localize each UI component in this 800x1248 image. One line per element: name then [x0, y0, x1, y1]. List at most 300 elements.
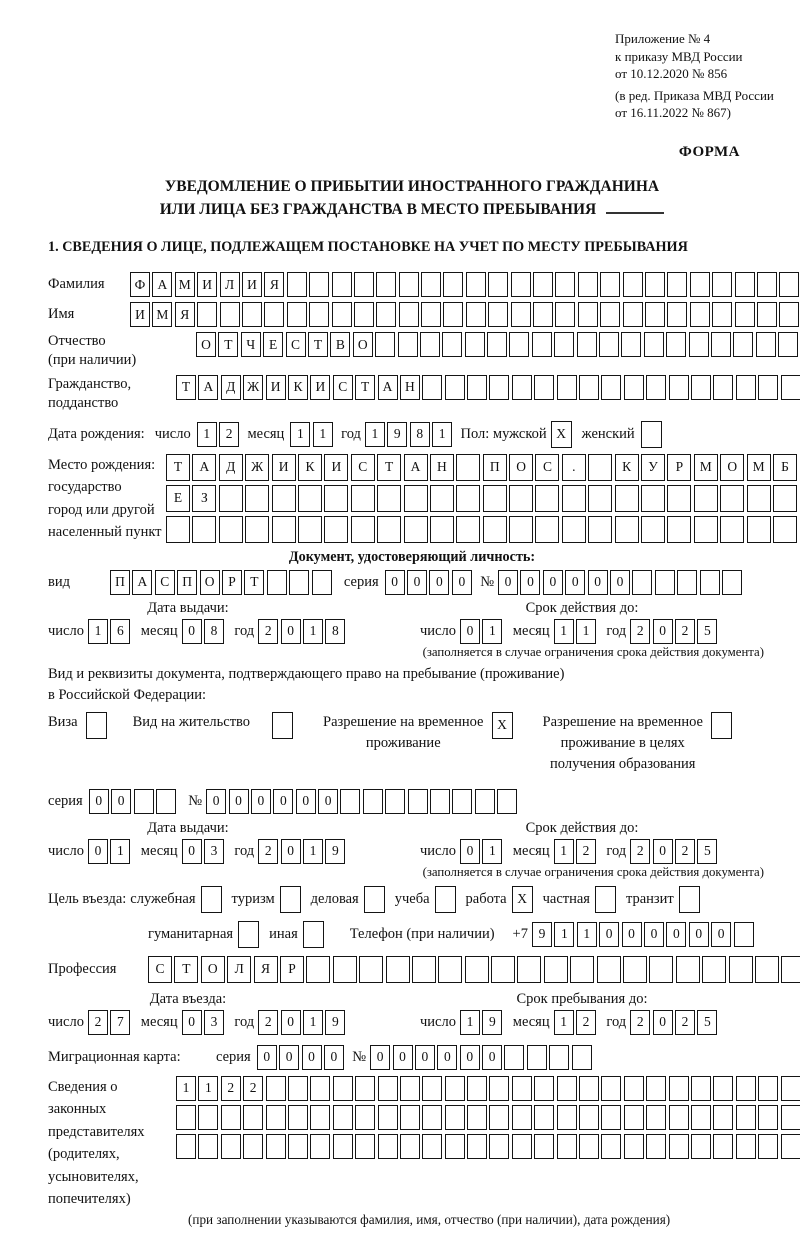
- char-cell[interactable]: [756, 332, 776, 357]
- char-cell[interactable]: 0: [653, 1010, 673, 1035]
- char-cell[interactable]: [422, 375, 442, 400]
- char-cell[interactable]: [667, 516, 691, 543]
- char-cell[interactable]: [579, 1076, 599, 1101]
- char-cell[interactable]: Р: [667, 454, 691, 481]
- char-cell[interactable]: [198, 1134, 218, 1159]
- char-cell[interactable]: 0: [520, 570, 540, 595]
- char-cell[interactable]: [354, 302, 374, 327]
- char-cell[interactable]: [378, 1105, 398, 1130]
- char-cell[interactable]: [266, 1134, 286, 1159]
- char-cell[interactable]: Я: [254, 956, 278, 983]
- char-cell[interactable]: [599, 332, 619, 357]
- char-cell[interactable]: Т: [166, 454, 190, 481]
- char-cell[interactable]: [456, 516, 480, 543]
- char-cell[interactable]: [309, 302, 329, 327]
- char-cell[interactable]: [422, 1076, 442, 1101]
- purpose-tourism-option[interactable]: [232, 886, 301, 913]
- char-cell[interactable]: [489, 1134, 509, 1159]
- char-cell[interactable]: [555, 272, 575, 297]
- char-cell[interactable]: [351, 485, 375, 512]
- char-cell[interactable]: Е: [263, 332, 283, 357]
- char-cell[interactable]: [736, 1105, 756, 1130]
- char-cell[interactable]: 0: [460, 619, 480, 644]
- char-cell[interactable]: [333, 956, 357, 983]
- char-cell[interactable]: 2: [630, 1010, 650, 1035]
- char-cell[interactable]: 1: [460, 1010, 480, 1035]
- char-cell[interactable]: [465, 956, 489, 983]
- char-cell[interactable]: [758, 1076, 778, 1101]
- char-cell[interactable]: Т: [218, 332, 238, 357]
- char-cell[interactable]: [333, 1105, 353, 1130]
- char-cell[interactable]: [512, 1076, 532, 1101]
- char-cell[interactable]: [489, 1105, 509, 1130]
- char-cell[interactable]: Р: [280, 956, 304, 983]
- char-cell[interactable]: [238, 921, 259, 948]
- char-cell[interactable]: [623, 272, 643, 297]
- char-cell[interactable]: 0: [599, 922, 619, 947]
- char-cell[interactable]: [535, 516, 559, 543]
- char-cell[interactable]: [781, 1076, 800, 1101]
- char-cell[interactable]: [623, 956, 647, 983]
- char-cell[interactable]: [779, 272, 799, 297]
- char-cell[interactable]: [711, 332, 731, 357]
- char-cell[interactable]: [509, 516, 533, 543]
- char-cell[interactable]: [512, 1134, 532, 1159]
- char-cell[interactable]: [624, 1134, 644, 1159]
- char-cell[interactable]: 3: [204, 1010, 224, 1035]
- char-cell[interactable]: 1: [554, 619, 574, 644]
- char-cell[interactable]: [422, 1105, 442, 1130]
- char-cell[interactable]: 0: [296, 789, 316, 814]
- char-cell[interactable]: [579, 375, 599, 400]
- char-cell[interactable]: [557, 1076, 577, 1101]
- char-cell[interactable]: [512, 1105, 532, 1130]
- char-cell[interactable]: [340, 789, 360, 814]
- char-cell[interactable]: [641, 485, 665, 512]
- char-cell[interactable]: [243, 1134, 263, 1159]
- char-cell[interactable]: [713, 1076, 733, 1101]
- char-cell[interactable]: [691, 1134, 711, 1159]
- char-cell[interactable]: [267, 570, 287, 595]
- char-cell[interactable]: [456, 485, 480, 512]
- char-cell[interactable]: 0: [407, 570, 427, 595]
- char-cell[interactable]: [588, 516, 612, 543]
- char-cell[interactable]: [600, 272, 620, 297]
- char-cell[interactable]: [197, 302, 217, 327]
- char-cell[interactable]: 0: [89, 789, 109, 814]
- char-cell[interactable]: [489, 375, 509, 400]
- char-cell[interactable]: 0: [324, 1045, 344, 1070]
- char-cell[interactable]: А: [378, 375, 398, 400]
- char-cell[interactable]: Т: [355, 375, 375, 400]
- char-cell[interactable]: О: [196, 332, 216, 357]
- char-cell[interactable]: 9: [325, 839, 345, 864]
- char-cell[interactable]: [377, 516, 401, 543]
- char-cell[interactable]: [532, 332, 552, 357]
- char-cell[interactable]: М: [747, 454, 771, 481]
- char-cell[interactable]: 0: [206, 789, 226, 814]
- char-cell[interactable]: Т: [377, 454, 401, 481]
- char-cell[interactable]: [467, 1076, 487, 1101]
- char-cell[interactable]: 0: [318, 789, 338, 814]
- char-cell[interactable]: [504, 1045, 524, 1070]
- char-cell[interactable]: 0: [460, 1045, 480, 1070]
- char-cell[interactable]: [755, 956, 779, 983]
- char-cell[interactable]: [758, 375, 778, 400]
- char-cell[interactable]: [544, 956, 568, 983]
- char-cell[interactable]: [355, 1134, 375, 1159]
- char-cell[interactable]: [736, 1076, 756, 1101]
- char-cell[interactable]: [466, 302, 486, 327]
- char-cell[interactable]: [601, 1105, 621, 1130]
- char-cell[interactable]: [306, 956, 330, 983]
- char-cell[interactable]: 0: [711, 922, 731, 947]
- other-checkbox[interactable]: [303, 921, 324, 948]
- char-cell[interactable]: [781, 1105, 800, 1130]
- char-cell[interactable]: [700, 570, 720, 595]
- char-cell[interactable]: [554, 332, 574, 357]
- char-cell[interactable]: [324, 485, 348, 512]
- char-cell[interactable]: [588, 485, 612, 512]
- char-cell[interactable]: [280, 886, 301, 913]
- char-cell[interactable]: 0: [565, 570, 585, 595]
- char-cell[interactable]: [691, 1105, 711, 1130]
- char-cell[interactable]: 1: [432, 422, 452, 447]
- char-cell[interactable]: [355, 1105, 375, 1130]
- char-cell[interactable]: [404, 516, 428, 543]
- char-cell[interactable]: [781, 956, 800, 983]
- char-cell[interactable]: 2: [221, 1076, 241, 1101]
- char-cell[interactable]: [667, 302, 687, 327]
- char-cell[interactable]: Д: [219, 454, 243, 481]
- char-cell[interactable]: [310, 1076, 330, 1101]
- char-cell[interactable]: 0: [281, 1010, 301, 1035]
- char-cell[interactable]: [445, 375, 465, 400]
- char-cell[interactable]: [220, 302, 240, 327]
- char-cell[interactable]: [156, 789, 176, 814]
- char-cell[interactable]: 2: [576, 839, 596, 864]
- char-cell[interactable]: [288, 1076, 308, 1101]
- char-cell[interactable]: П: [483, 454, 507, 481]
- char-cell[interactable]: 0: [689, 922, 709, 947]
- char-cell[interactable]: [621, 332, 641, 357]
- char-cell[interactable]: [400, 1076, 420, 1101]
- transit-checkbox[interactable]: [679, 886, 700, 913]
- char-cell[interactable]: 1: [303, 1010, 323, 1035]
- temp-residence-option[interactable]: [323, 712, 512, 754]
- char-cell[interactable]: [509, 332, 529, 357]
- sex-female-checkbox[interactable]: [641, 421, 662, 448]
- char-cell[interactable]: 0: [229, 789, 249, 814]
- char-cell[interactable]: [398, 332, 418, 357]
- char-cell[interactable]: М: [694, 454, 718, 481]
- char-cell[interactable]: 9: [482, 1010, 502, 1035]
- char-cell[interactable]: 1: [482, 619, 502, 644]
- char-cell[interactable]: 1: [576, 619, 596, 644]
- char-cell[interactable]: [201, 886, 222, 913]
- work-checkbox[interactable]: [512, 886, 533, 913]
- char-cell[interactable]: [579, 1134, 599, 1159]
- char-cell[interactable]: [601, 1076, 621, 1101]
- char-cell[interactable]: [445, 1105, 465, 1130]
- char-cell[interactable]: [747, 485, 771, 512]
- char-cell[interactable]: Ф: [130, 272, 150, 297]
- char-cell[interactable]: [435, 886, 456, 913]
- char-cell[interactable]: [445, 1134, 465, 1159]
- char-cell[interactable]: [646, 1134, 666, 1159]
- char-cell[interactable]: 0: [182, 619, 202, 644]
- char-cell[interactable]: Ч: [241, 332, 261, 357]
- char-cell[interactable]: 2: [219, 422, 239, 447]
- char-cell[interactable]: [332, 302, 352, 327]
- char-cell[interactable]: Я: [175, 302, 195, 327]
- char-cell[interactable]: [310, 1105, 330, 1130]
- char-cell[interactable]: 0: [498, 570, 518, 595]
- char-cell[interactable]: И: [197, 272, 217, 297]
- char-cell[interactable]: [465, 332, 485, 357]
- char-cell[interactable]: [773, 516, 797, 543]
- char-cell[interactable]: [736, 375, 756, 400]
- visa-option[interactable]: [48, 712, 107, 739]
- char-cell[interactable]: [645, 272, 665, 297]
- char-cell[interactable]: Т: [244, 570, 264, 595]
- char-cell[interactable]: 0: [415, 1045, 435, 1070]
- char-cell[interactable]: [734, 922, 754, 947]
- char-cell[interactable]: [176, 1105, 196, 1130]
- char-cell[interactable]: [691, 1076, 711, 1101]
- char-cell[interactable]: К: [298, 454, 322, 481]
- purpose-transit-option[interactable]: [626, 886, 700, 913]
- char-cell[interactable]: 0: [111, 789, 131, 814]
- char-cell[interactable]: [272, 712, 293, 739]
- char-cell[interactable]: [375, 332, 395, 357]
- char-cell[interactable]: С: [535, 454, 559, 481]
- char-cell[interactable]: М: [152, 302, 172, 327]
- char-cell[interactable]: [404, 485, 428, 512]
- char-cell[interactable]: [677, 570, 697, 595]
- char-cell[interactable]: [243, 1105, 263, 1130]
- char-cell[interactable]: В: [330, 332, 350, 357]
- char-cell[interactable]: [720, 516, 744, 543]
- char-cell[interactable]: 2: [630, 619, 650, 644]
- char-cell[interactable]: [219, 516, 243, 543]
- char-cell[interactable]: [600, 302, 620, 327]
- char-cell[interactable]: 1: [88, 619, 108, 644]
- char-cell[interactable]: 8: [410, 422, 430, 447]
- char-cell[interactable]: 9: [387, 422, 407, 447]
- char-cell[interactable]: [430, 789, 450, 814]
- char-cell[interactable]: С: [148, 956, 172, 983]
- char-cell[interactable]: [333, 1076, 353, 1101]
- char-cell[interactable]: 0: [610, 570, 630, 595]
- char-cell[interactable]: X: [512, 886, 533, 913]
- char-cell[interactable]: 1: [554, 839, 574, 864]
- char-cell[interactable]: [198, 1105, 218, 1130]
- char-cell[interactable]: [512, 375, 532, 400]
- char-cell[interactable]: Я: [264, 272, 284, 297]
- char-cell[interactable]: [735, 302, 755, 327]
- char-cell[interactable]: С: [286, 332, 306, 357]
- temp-residence-education-checkbox[interactable]: [711, 712, 732, 739]
- char-cell[interactable]: [310, 1134, 330, 1159]
- char-cell[interactable]: Р: [222, 570, 242, 595]
- char-cell[interactable]: [533, 272, 553, 297]
- char-cell[interactable]: О: [509, 454, 533, 481]
- char-cell[interactable]: З: [192, 485, 216, 512]
- char-cell[interactable]: [624, 1105, 644, 1130]
- char-cell[interactable]: [773, 485, 797, 512]
- char-cell[interactable]: Ж: [245, 454, 269, 481]
- char-cell[interactable]: [359, 956, 383, 983]
- char-cell[interactable]: [511, 302, 531, 327]
- char-cell[interactable]: [533, 302, 553, 327]
- char-cell[interactable]: 1: [176, 1076, 196, 1101]
- char-cell[interactable]: И: [324, 454, 348, 481]
- char-cell[interactable]: 1: [577, 922, 597, 947]
- char-cell[interactable]: [355, 1076, 375, 1101]
- char-cell[interactable]: 2: [675, 619, 695, 644]
- char-cell[interactable]: [312, 570, 332, 595]
- char-cell[interactable]: 2: [88, 1010, 108, 1035]
- char-cell[interactable]: 0: [370, 1045, 390, 1070]
- char-cell[interactable]: 1: [303, 619, 323, 644]
- char-cell[interactable]: О: [353, 332, 373, 357]
- char-cell[interactable]: [597, 956, 621, 983]
- char-cell[interactable]: 9: [532, 922, 552, 947]
- char-cell[interactable]: [562, 516, 586, 543]
- char-cell[interactable]: [266, 1076, 286, 1101]
- residence-permit-option[interactable]: [133, 712, 293, 739]
- char-cell[interactable]: [758, 1134, 778, 1159]
- char-cell[interactable]: [601, 1134, 621, 1159]
- purpose-official-option[interactable]: [130, 886, 221, 913]
- char-cell[interactable]: [669, 1134, 689, 1159]
- char-cell[interactable]: [466, 272, 486, 297]
- char-cell[interactable]: [456, 454, 480, 481]
- char-cell[interactable]: [288, 1105, 308, 1130]
- char-cell[interactable]: П: [110, 570, 130, 595]
- char-cell[interactable]: [363, 789, 383, 814]
- char-cell[interactable]: И: [310, 375, 330, 400]
- char-cell[interactable]: 1: [365, 422, 385, 447]
- char-cell[interactable]: 9: [325, 1010, 345, 1035]
- char-cell[interactable]: [641, 421, 662, 448]
- char-cell[interactable]: [534, 375, 554, 400]
- char-cell[interactable]: [676, 956, 700, 983]
- char-cell[interactable]: А: [152, 272, 172, 297]
- char-cell[interactable]: [778, 332, 798, 357]
- char-cell[interactable]: [467, 1134, 487, 1159]
- char-cell[interactable]: [386, 956, 410, 983]
- char-cell[interactable]: [757, 302, 777, 327]
- char-cell[interactable]: [487, 332, 507, 357]
- study-checkbox[interactable]: [435, 886, 456, 913]
- char-cell[interactable]: [534, 1134, 554, 1159]
- char-cell[interactable]: Ж: [243, 375, 263, 400]
- char-cell[interactable]: [578, 272, 598, 297]
- char-cell[interactable]: [713, 1105, 733, 1130]
- char-cell[interactable]: [86, 712, 107, 739]
- char-cell[interactable]: [489, 1076, 509, 1101]
- char-cell[interactable]: [400, 1134, 420, 1159]
- char-cell[interactable]: А: [192, 454, 216, 481]
- char-cell[interactable]: [420, 332, 440, 357]
- char-cell[interactable]: [378, 1076, 398, 1101]
- char-cell[interactable]: [679, 886, 700, 913]
- char-cell[interactable]: С: [351, 454, 375, 481]
- char-cell[interactable]: [722, 570, 742, 595]
- char-cell[interactable]: [497, 789, 517, 814]
- char-cell[interactable]: 2: [258, 619, 278, 644]
- humanitarian-checkbox[interactable]: [238, 921, 259, 948]
- char-cell[interactable]: С: [333, 375, 353, 400]
- char-cell[interactable]: [579, 1105, 599, 1130]
- char-cell[interactable]: [588, 454, 612, 481]
- char-cell[interactable]: [557, 1134, 577, 1159]
- char-cell[interactable]: [669, 1076, 689, 1101]
- char-cell[interactable]: [192, 516, 216, 543]
- char-cell[interactable]: Б: [773, 454, 797, 481]
- char-cell[interactable]: [667, 485, 691, 512]
- char-cell[interactable]: 0: [653, 839, 673, 864]
- char-cell[interactable]: [511, 272, 531, 297]
- char-cell[interactable]: 1: [313, 422, 333, 447]
- char-cell[interactable]: К: [288, 375, 308, 400]
- char-cell[interactable]: [452, 789, 472, 814]
- char-cell[interactable]: [219, 485, 243, 512]
- char-cell[interactable]: [364, 886, 385, 913]
- char-cell[interactable]: [221, 1134, 241, 1159]
- char-cell[interactable]: 2: [576, 1010, 596, 1035]
- char-cell[interactable]: [288, 1134, 308, 1159]
- char-cell[interactable]: [578, 302, 598, 327]
- char-cell[interactable]: [491, 956, 515, 983]
- char-cell[interactable]: [694, 485, 718, 512]
- char-cell[interactable]: [781, 375, 800, 400]
- char-cell[interactable]: [689, 332, 709, 357]
- char-cell[interactable]: 1: [482, 839, 502, 864]
- char-cell[interactable]: [400, 1105, 420, 1130]
- char-cell[interactable]: [623, 302, 643, 327]
- char-cell[interactable]: 1: [110, 839, 130, 864]
- char-cell[interactable]: И: [130, 302, 150, 327]
- char-cell[interactable]: [378, 1134, 398, 1159]
- char-cell[interactable]: 0: [88, 839, 108, 864]
- char-cell[interactable]: [242, 302, 262, 327]
- char-cell[interactable]: X: [551, 421, 572, 448]
- char-cell[interactable]: [649, 956, 673, 983]
- char-cell[interactable]: [713, 1134, 733, 1159]
- char-cell[interactable]: [549, 1045, 569, 1070]
- char-cell[interactable]: [570, 956, 594, 983]
- char-cell[interactable]: [557, 1105, 577, 1130]
- char-cell[interactable]: 0: [437, 1045, 457, 1070]
- char-cell[interactable]: 0: [302, 1045, 322, 1070]
- private-checkbox[interactable]: [595, 886, 616, 913]
- char-cell[interactable]: [221, 1105, 241, 1130]
- char-cell[interactable]: [245, 485, 269, 512]
- char-cell[interactable]: Н: [430, 454, 454, 481]
- char-cell[interactable]: 1: [290, 422, 310, 447]
- char-cell[interactable]: [666, 332, 686, 357]
- char-cell[interactable]: Л: [220, 272, 240, 297]
- char-cell[interactable]: [166, 516, 190, 543]
- char-cell[interactable]: 5: [697, 1010, 717, 1035]
- char-cell[interactable]: [483, 485, 507, 512]
- char-cell[interactable]: [667, 272, 687, 297]
- char-cell[interactable]: 0: [452, 570, 472, 595]
- char-cell[interactable]: [736, 1134, 756, 1159]
